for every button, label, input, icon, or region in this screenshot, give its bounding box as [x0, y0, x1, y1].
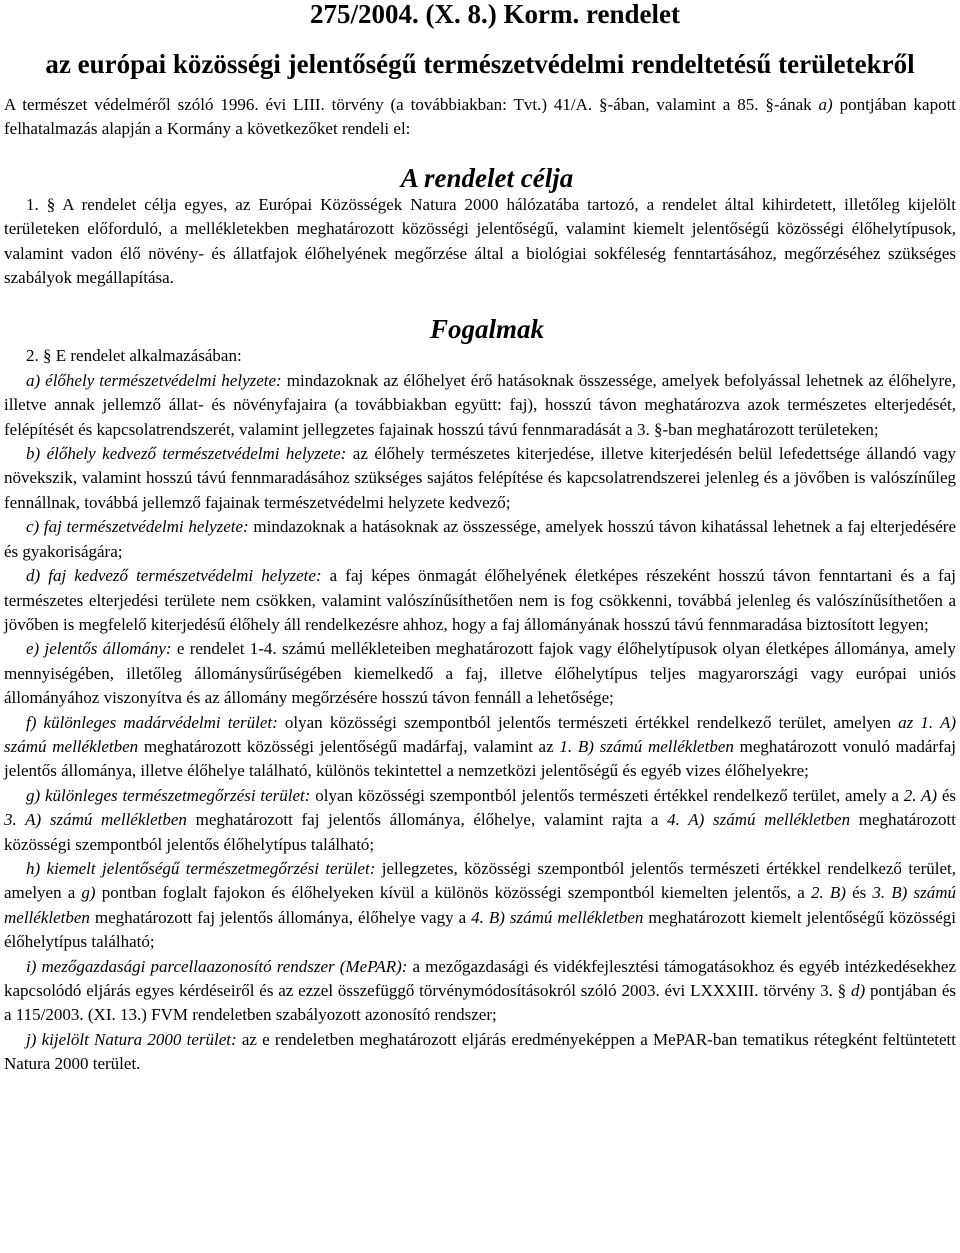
- preamble-point-ref: a): [818, 95, 833, 114]
- definition-h-annex-ref: 4. B) számú mellékletben: [471, 907, 644, 927]
- definition-f-annex-ref: 1. B) számú mellékletben: [559, 736, 734, 756]
- definition-j: [4, 1028, 956, 1077]
- definition-f-text: meghatározott közösségi jelentőségű madárfaj, valamint az: [138, 736, 560, 756]
- definition-i-term: i) mezőgazdasági parcellaazonosító rendszer (MePAR):: [26, 956, 408, 976]
- definition-d: [4, 564, 956, 637]
- definition-c-term: c) faj természetvédelmi helyzete:: [26, 517, 249, 537]
- definition-d-term: d) faj kedvező természetvédelmi helyzete:: [26, 566, 322, 586]
- section-1: 1. § A rendelet célja egyes, az Európai Közösségek Natura 2000 hálózatába tartozó, a rendelet által kihirdetett, illetőleg kijelölt területeken előforduló, a mellékletekben meghatározott közösségi jelentőségű, valamint kiemelt jelentőségű közösségi élőhelytípusok, valamint vadon élő növény- és állatfajok élőhelyének megőrzése által a biológiai sokféleség fenntartásához, megőrzéséhez szükséges szabályok megállapítása.: [4, 194, 956, 288]
- definition-f-term: f) különleges madárvédelmi terület:: [26, 712, 278, 732]
- preamble: [4, 93, 956, 142]
- definition-h-text: és: [845, 883, 873, 903]
- definition-b: [4, 442, 956, 515]
- definition-g-text: meghatározott faj jelentős állománya, élőhelye, valamint rajta a: [186, 810, 668, 830]
- heading-purpose: A rendelet célja: [400, 162, 574, 193]
- definition-e-term: e) jelentős állomány:: [26, 639, 172, 659]
- definition-d-text: a faj képes önmagát élőhelyének életképes részeként hosszú távon fenntartani és a faj természetes elterjedési területe nem csökken, valamint valószínűsíthetően nem is fog csökkenni, továbbá jelenleg és valószínűsíthetően a jövőben is megfelelő kiterjedésű élőhely áll rendelkezésre ahhoz, hogy a faj állományának hosszú távú fennmaradása biztosított legyen;: [4, 566, 956, 634]
- definition-i-text: pontjában és a 115/2003. (XI. 13.) FVM rendeletben szabályozott azonosító rendszer;: [4, 981, 957, 1025]
- section-2-intro: 2. § E rendelet alkalmazásában:: [26, 346, 242, 366]
- definition-h-text: meghatározott faj jelentős állománya, élőhelye vagy a: [89, 907, 472, 927]
- definition-a: [4, 369, 956, 442]
- definition-f: [4, 711, 956, 784]
- definition-i-point-ref: d): [851, 981, 866, 1000]
- definition-h-point-ref: g): [81, 883, 96, 903]
- definition-b-text: az élőhely természetes kiterjedése, illetve kiterjedésén belül lefedettsége állandó vagy növekszik, valamint hosszú távú fennmaradásához szükséges sajátos felépítése és kapcsolatrendszerei jelenleg és a jövőben is valószínűleg fennállnak, továbbá jellemző fajainak természetvédelmi helyzete kedvező;: [4, 444, 957, 512]
- definition-i-text: a mezőgazdasági és vidékfejlesztési támogatásokhoz és egyéb intézkedésekhez kapcsolódó eljárás egyes kérdéseiről és az ezzel összefüggő törvénymódosításokról szóló 2003. évi LXXXIII. törvény 3. §: [4, 956, 956, 1000]
- document-title: 275/2004. (X. 8.) Korm. rendelet: [310, 0, 680, 29]
- definition-h-annex-ref: 2. B): [810, 883, 846, 903]
- definition-f-annex-ref: az 1. A) számú mellékletben: [4, 712, 956, 756]
- definition-h-text: jellegzetes, közösségi szempontból jelentős természeti értékkel rendelkező terület, amelyen a: [4, 858, 956, 903]
- definition-a-term: a) élőhely természetvédelmi helyzete:: [26, 370, 282, 390]
- definition-f-text: olyan közösségi szempontból jelentős természeti értékkel rendelkező terület, amelyen: [277, 712, 899, 732]
- definition-g-term: g) különleges természetmegőrzési terület:: [26, 785, 311, 805]
- definition-g: [4, 784, 956, 857]
- definition-i: [4, 955, 956, 1028]
- heading-definitions: Fogalmak: [429, 314, 544, 345]
- definition-e-text: e rendelet 1-4. számú mellékleteiben meghatározott fajok vagy élőhelytípusok olyan életképes állománya, amely mennyiségében, illetőleg állománysűrűségében kiemelkedő a faj, illetve élőhelytípus teljes magyarországi vagy európai uniós állományához viszonyítva és az állomány megőrzésére hosszú távon fennáll a lehetősége;: [4, 639, 956, 708]
- definition-g-annex-ref: 2. A): [903, 785, 938, 805]
- definition-f-text: meghatározott vonuló madárfaj jelentős állománya, illetve élőhelye található, különös tekintettel a nemzetközi jelentőségű és egyéb vizes élőhelyekre;: [4, 736, 957, 781]
- document-subtitle: az európai közösségi jelentőségű természetvédelmi rendeltetésű területekről: [45, 49, 915, 79]
- definition-h-annex-ref: 3. B) számú mellékletben: [4, 883, 956, 927]
- definition-h-term: h) kiemelt jelentőségű természetmegőrzési terület:: [26, 858, 376, 878]
- definition-e: [4, 637, 956, 710]
- definition-j-term: j) kijelölt Natura 2000 terület:: [26, 1029, 237, 1049]
- definition-a-text: mindazoknak az élőhelyet érő hatásoknak összessége, amelyek befolyással lehetnek az élőhelyre, illetve annak jellemző állat- és növényfajaira (a továbbiakban együtt: faj), hosszú távon meghatározva azok természetes elterjedését, felépítését és kapcsolatrendszerét, valamint jellegzetes fajainak hosszú távú fennmaradását a 3. §-ban meghatározott területeken;: [4, 370, 956, 439]
- definition-h-text: meghatározott kiemelt jelentőségű közösségi élőhelytípus található;: [4, 907, 956, 952]
- definition-g-text: meghatározott közösségi szempontból jelentős élőhelytípus található;: [4, 810, 956, 854]
- definition-j-text: az e rendeletben meghatározott eljárás eredményeképpen a MePAR-ban tematikus rétegként feltüntetett Natura 2000 terület.: [4, 1029, 956, 1074]
- definition-b-term: b) élőhely kedvező természetvédelmi helyzete:: [26, 444, 347, 464]
- definition-h-text: pontban foglalt fajokon és élőhelyeken kívül a különös közösségi szempontból kiemelten jelentős, a: [95, 883, 811, 903]
- preamble-text-end: pontjában kapott felhatalmazás alapján a Kormány a következőket rendeli el:: [4, 95, 957, 139]
- definition-g-text: olyan közösségi szempontból jelentős természeti értékkel rendelkező terület, amely a: [310, 785, 904, 805]
- preamble-text: A természet védelméről szóló 1996. évi LIII. törvény (a továbbiakban: Tvt.) 41/A. §-ában, valamint a 85. §-ának: [4, 95, 819, 114]
- definition-c-text: mindazoknak a hatásoknak az összessége, amelyek hosszú távon kihatással lehetnek a faj elterjedésére és gyakoriságára;: [4, 517, 956, 561]
- definition-c: [4, 515, 956, 564]
- definition-g-text: és: [937, 785, 956, 805]
- definition-h: [4, 857, 956, 955]
- definition-g-annex-ref: 4. A) számú mellékletben: [667, 810, 851, 830]
- definition-g-annex-ref: 3. A) számú mellékletben: [4, 810, 187, 830]
